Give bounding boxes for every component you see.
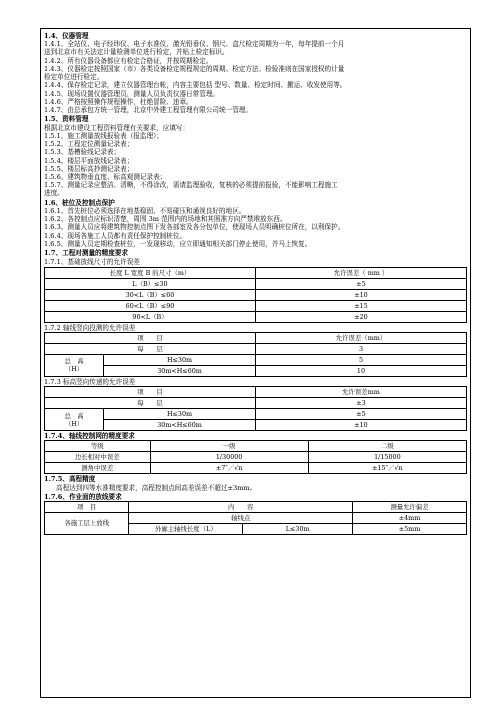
header-cell: 允许误差（ mm ） <box>256 267 467 278</box>
header-cell: 一级 <box>150 441 308 452</box>
section-title: 1.4、仪器管理 <box>44 32 89 40</box>
paragraph: 根据北京市建设工程资料管理有关要求，应填写： <box>44 123 190 132</box>
cell: ±10 <box>256 289 467 300</box>
section-title: 1.7.6、作业面的放线要求 <box>44 492 122 501</box>
cell: 每 层 <box>45 398 256 409</box>
cell: ±15″／√n <box>308 463 466 474</box>
cell: 90<L（B） <box>45 311 256 322</box>
cell: 30<L（B）≤60 <box>45 289 256 300</box>
paragraph: 1.4.5、现场设置仪器管理员，测量人员负责仪器日常管理。 <box>44 89 220 98</box>
paragraph: 1.4.3、仪器检定按照国家（市）各类设备检定规程规定的周期、检定方法、检验准则在国家授权的计量 <box>44 64 345 73</box>
header-cell: 允许误差（mm） <box>255 332 466 343</box>
cell: 轴线点 <box>129 512 353 523</box>
group-cell: 总 高 （H） <box>45 409 104 431</box>
paragraph: 1.6.3、测量人员应将建筑物控制点图下发各部室及各分包单位，使现场人员明确桩位所在，以利保护。 <box>44 223 345 232</box>
axis-projection-table <box>44 332 467 377</box>
paragraph: 进度。 <box>44 189 64 198</box>
section-title: 1.7.4、轴线控制网的精度要求 <box>44 432 135 441</box>
header-cell: 项 目 <box>45 387 256 398</box>
cell: 30m<H≤60m <box>104 365 256 376</box>
cell: 测角中误差 <box>45 463 151 474</box>
header-cell: 项 目 <box>45 332 256 343</box>
paragraph: 1.6.5、测量人员定期检查桩位，一发现移动，应立即通知相关部门停止使用，并马上恢复。 <box>44 239 312 248</box>
table-row <box>45 398 467 409</box>
header-cell: 等级 <box>45 441 151 452</box>
paragraph: 检定单位进行检定。 <box>44 73 104 82</box>
paragraph: 1.5.6、建筑物垂直度、标高观测记录表； <box>44 172 167 181</box>
paragraph: 送到北京市有关法定计量检测单位进行检定，并贴上检定标识。 <box>44 48 229 57</box>
paragraph: 1.4.7、由总承包方统一管理，北京中外建工程管理有限公司统一管理。 <box>44 106 252 115</box>
cell: 10 <box>255 365 466 376</box>
cell: 30m<H≤60m <box>104 420 256 431</box>
paragraph: 1.4.4、保存检定记录，建立仪器管理台帐，内容主要包括 型号、数量、检定时间、搬运、收发使用等。 <box>44 81 347 90</box>
section-body <box>44 124 467 198</box>
cell: 5 <box>255 354 466 365</box>
cell: 1/30000 <box>150 452 308 463</box>
cell: 每 层 <box>45 343 256 354</box>
header-cell: 项 目 <box>45 501 129 512</box>
paragraph: 1.4.1、全站仪、电子经纬仪、电子水准仪、激光铅垂仪、钢尺、盒尺检定周期为一年，每年提前一个月 <box>44 40 345 49</box>
cell: ±10 <box>255 420 466 431</box>
table-row <box>45 311 467 322</box>
table-row <box>45 512 467 523</box>
table-caption: 1.7.2 轴线竖向投测的允许误差 <box>44 323 136 332</box>
paragraph: 1.5.7、测量记录应整洁、清晰，不得涂改，需请监理验收，复核的必须提前报验，不能影响工程施工 <box>44 181 338 190</box>
document-page <box>40 28 471 698</box>
header-cell: 二级 <box>308 441 466 452</box>
paragraph: 1.5.2、工程定位测量记录表； <box>44 140 134 149</box>
table-row <box>45 289 467 300</box>
section-body <box>44 40 467 114</box>
paragraph: 1.6.4、现场各施工人员都有责任保护控制桩位。 <box>44 231 187 240</box>
cell: ±7″／√n <box>150 463 308 474</box>
paragraph: 1.4.2、所有仪器设备都应有检定合格证，并按周期检定。 <box>44 56 213 65</box>
table-row <box>45 300 467 311</box>
paragraph: 1.4.6、严格按照操作规程操作，杜绝冒险、违章。 <box>44 97 193 106</box>
elevation-transfer-table <box>44 386 467 431</box>
paragraph: 1.6.1、首先桩位必须选择在地基稳固、不易碰压和通视良好的地区。 <box>44 206 246 215</box>
table-row <box>45 409 467 420</box>
table-row <box>45 343 467 354</box>
table-header-row <box>45 441 467 452</box>
section-title: 1.5、资料管理 <box>44 115 89 124</box>
group-cell: 各施工层上放线 <box>45 512 129 534</box>
table-header-row <box>45 501 467 512</box>
control-network-table <box>44 440 467 474</box>
table-row <box>45 365 467 376</box>
header-cell: 测量允许偏差 <box>353 501 467 512</box>
header-cell: 内 容 <box>129 501 353 512</box>
section-title: 1.7.5、高程精度 <box>44 475 96 484</box>
header-cell: 长度 L 宽度 B 的尺寸（m） <box>45 267 256 278</box>
cell: ±3 <box>255 398 466 409</box>
foundation-tolerance-table <box>44 267 467 323</box>
cell: ±5 <box>255 409 466 420</box>
cell: H≤30m <box>104 354 256 365</box>
header-cell: 允许误差mm <box>255 387 466 398</box>
paragraph: 1.5.1、施工测量放线报验表（报监理）； <box>44 131 163 140</box>
table-header-row <box>45 387 467 398</box>
paragraph: 1.5.3、基槽验线记录表； <box>44 148 121 157</box>
cell: 外廓主轴线长度（L） <box>129 523 243 534</box>
table-row <box>45 452 467 463</box>
table-header-row <box>45 332 467 343</box>
table-row <box>45 420 467 431</box>
table-row <box>45 354 467 365</box>
cell: 60<L（B）≤90 <box>45 300 256 311</box>
section-body <box>44 207 467 248</box>
cell: ±4mm <box>353 512 467 523</box>
cell: ±5 <box>256 278 467 289</box>
table-row <box>45 463 467 474</box>
table-header-row <box>45 267 467 278</box>
table-caption: 1.7.3 标高竖向传递的允许误差 <box>44 377 136 386</box>
paragraph: 1.5.5、楼层标高抄测记录表； <box>44 164 134 173</box>
cell: 1/15000 <box>308 452 466 463</box>
cell: 3 <box>255 343 466 354</box>
cell: H≤30m <box>104 409 256 420</box>
cell: ±15 <box>256 300 467 311</box>
table-caption: 1.7.1、基础放线尺寸的允许误差 <box>44 258 140 267</box>
paragraph: 1.5.4、楼层平面放线记录表； <box>44 156 134 165</box>
section-title: 1.7、工程对测量的精度要求 <box>44 249 129 258</box>
cell: L≤30m <box>243 523 353 534</box>
cell: ±5mm <box>353 523 467 534</box>
table-row <box>45 278 467 289</box>
cell: L（B）≤30 <box>45 278 256 289</box>
paragraph: 高程达到四等水准精度要求，高程控制点间高差误差不超过±3mm。 <box>56 483 257 492</box>
working-surface-table <box>44 501 467 535</box>
cell: 边长相对中误差 <box>45 452 151 463</box>
cell: ±20 <box>256 311 467 322</box>
group-cell: 总 高 （H） <box>45 354 104 376</box>
section-title: 1.6、桩位及控制点保护 <box>44 198 115 207</box>
paragraph: 1.6.2、各控制点应标识清楚，周围 3m 范围内的场地和其照准方向严禁堆放东西。 <box>44 215 287 224</box>
